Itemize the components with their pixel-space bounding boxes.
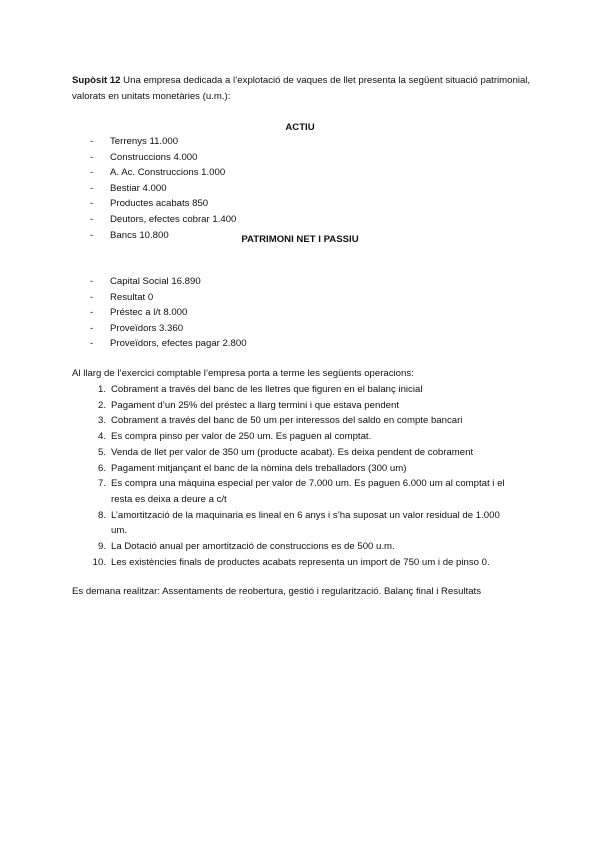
list-item: - Préstec a l/t 8.000	[90, 305, 510, 321]
list-item: - Capital Social 16.890	[90, 274, 510, 290]
list-item: - Proveïdors 3.360	[90, 321, 510, 337]
operations-intro: Al llarg de l’exercici comptable l’empresa porta a terme les següents operacions:	[72, 368, 414, 379]
operation-item	[88, 555, 508, 571]
actiu-list	[90, 134, 510, 243]
operation-text: Les existències finals de productes acabats representa un import de 750 um i de pinso 0.	[111, 556, 490, 568]
operation-text: Es compra pinso per valor de 250 um. Es paguen al comptat.	[111, 431, 372, 443]
problem-statement: Una empresa dedicada a l’explotació de vaques de llet presenta la següent situació patrimonial, valorats en unitats monetàries (u.m.):	[72, 75, 531, 102]
operation-item	[88, 398, 508, 414]
operation-item	[88, 476, 508, 507]
problem-label: Supòsit 12	[72, 75, 121, 86]
operation-number: 9.	[97, 541, 106, 553]
operation-number: 1.	[97, 384, 106, 395]
passiu-list	[90, 274, 510, 352]
operation-number: 5.	[97, 446, 106, 458]
list-item: - Bancs 10.800	[90, 228, 510, 244]
operations-list	[88, 382, 508, 570]
problem-intro	[72, 73, 532, 105]
operation-item	[88, 445, 508, 461]
list-item: - Proveïdors, efectes pagar 2.800	[90, 336, 510, 352]
actiu-heading: ACTIU	[285, 122, 315, 133]
operation-number: 7.	[97, 478, 106, 490]
operation-number: 10.	[92, 556, 106, 568]
list-item: - Productes acabats 850	[90, 196, 510, 212]
operation-text: Cobrament a través del banc de 50 um per interessos del saldo en compte bancari	[111, 415, 463, 427]
operation-item	[88, 413, 508, 429]
operation-text: L’amortització de la maquinaria es lineal en 6 anys i s’ha suposat un valor residual de 1.000 um.	[111, 509, 500, 537]
operation-text: Venda de llet per valor de 350 um (producte acabat). Es deixa pendent de cobrament	[111, 446, 474, 458]
operation-item	[88, 382, 508, 398]
list-item: - A. Ac. Construccions 1.000	[90, 165, 510, 181]
list-item: - Deutors, efectes cobrar 1.400	[90, 212, 510, 228]
list-item: - Construccions 4.000	[90, 150, 510, 166]
operation-item	[88, 429, 508, 445]
operation-item	[88, 508, 508, 539]
operation-text: La Dotació anual per amortització de construccions es de 500 u.m.	[111, 541, 395, 553]
operation-text: Cobrament a través del banc de les lletres que figuren en el balanç inicial	[111, 384, 423, 395]
operation-text: Pagament d’un 25% del préstec a llarg termini i que estava pendent	[111, 399, 399, 411]
list-item: - Terrenys 11.000	[90, 134, 510, 150]
operation-number: 8.	[97, 509, 106, 521]
passiu-heading: PATRIMONI NET I PASSIU	[241, 234, 359, 245]
operation-text: Pagament mitjançant el banc de la nòmina dels treballadors (300 um)	[111, 462, 407, 474]
operation-number: 3.	[97, 415, 106, 427]
operation-number: 2.	[97, 399, 106, 411]
operation-number: 6.	[97, 462, 106, 474]
operation-item	[88, 539, 508, 555]
operation-number: 4.	[97, 431, 106, 443]
list-item: - Bestiar 4.000	[90, 181, 510, 197]
operation-item	[88, 461, 508, 477]
list-item: - Resultat 0	[90, 290, 510, 306]
operation-text: Es compra una màquina especial per valor de 7.000 um. Es paguen 6.000 um al comptat i el resta es deixa a deure a c/t	[111, 478, 505, 505]
request-statement: Es demana realitzar: Assentaments de reobertura, gestió i regularització. Balanç final i Resultats	[72, 586, 482, 597]
